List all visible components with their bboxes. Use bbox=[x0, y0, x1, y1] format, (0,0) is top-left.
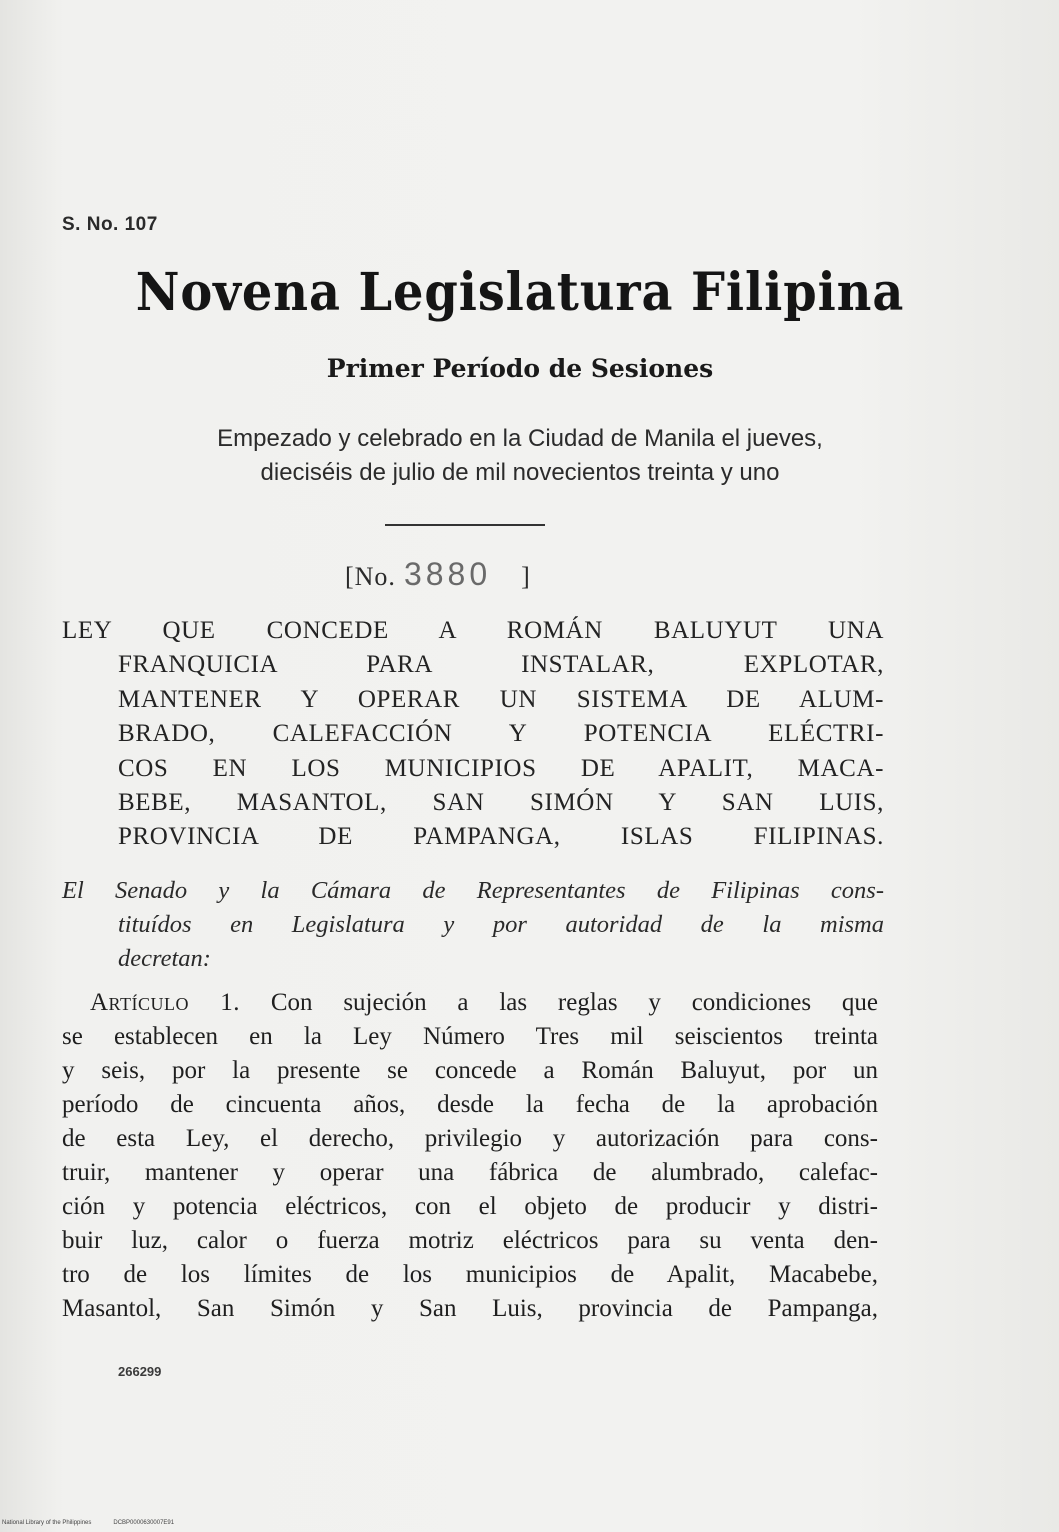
enacting-line: El Senado y la Cámara de Representantes de Filipinas cons- bbox=[62, 877, 884, 904]
intro-line: dieciséis de julio de mil novecientos treinta y uno bbox=[260, 459, 780, 486]
law-title-line: BEBE, MASANTOL, SAN SIMÓN Y SAN LUIS, bbox=[118, 789, 884, 817]
divider-rule bbox=[385, 524, 545, 526]
footer-id: DCBP0000630007E91 bbox=[113, 1520, 175, 1526]
law-title-line: MANTENER Y OPERAR UN SISTEMA DE ALUM- bbox=[118, 685, 884, 713]
enacting-clause bbox=[62, 874, 884, 977]
article-line: y seis, por la presente se concede a Román Baluyut, por un bbox=[62, 1057, 878, 1084]
article-first-text: Con sujeción a las reglas y condiciones que bbox=[270, 989, 879, 1016]
session-subtitle: Primer Período de Sesiones bbox=[326, 354, 714, 383]
legislature-title: Novena Legislatura Filipina bbox=[135, 262, 905, 323]
article-body bbox=[62, 986, 878, 1326]
law-title-line: PROVINCIA DE PAMPANGA, ISLAS FILIPINAS. bbox=[118, 823, 884, 851]
senate-bill-number: S. No. 107 bbox=[62, 214, 158, 235]
law-title-line: LEY QUE CONCEDE A ROMÁN BALUYUT UNA bbox=[62, 617, 884, 644]
act-number-close: ] bbox=[521, 562, 530, 591]
article-line: Masantol, San Simón y San Luis, provincia de Pampanga, bbox=[62, 1295, 878, 1322]
article-line: de esta Ley, el derecho, privilegio y autorización para cons- bbox=[62, 1125, 878, 1152]
act-number-line bbox=[345, 556, 530, 593]
article-first-line bbox=[62, 986, 878, 1020]
article-line: período de cincuenta años, desde la fecha de la aprobación bbox=[62, 1091, 878, 1118]
act-number-label: [No. bbox=[345, 562, 396, 591]
article-line: buir luz, calor o fuerza motriz eléctricos para su venta den- bbox=[62, 1227, 878, 1254]
law-title-line: COS EN LOS MUNICIPIOS DE APALIT, MACA- bbox=[118, 754, 884, 782]
article-label: Artículo 1. bbox=[90, 989, 241, 1016]
intro-line: Empezado y celebrado en la Ciudad de Manila el jueves, bbox=[217, 425, 823, 452]
scan-footer bbox=[2, 1520, 174, 1526]
enacting-line: decretan: bbox=[118, 945, 211, 973]
act-number-value: 3880 bbox=[403, 556, 492, 592]
article-line: tro de los límites de los municipios de Apalit, Macabebe, bbox=[62, 1261, 878, 1288]
article-line: truir, mantener y operar una fábrica de alumbrado, calefac- bbox=[62, 1159, 878, 1186]
page-code: 266299 bbox=[118, 1364, 162, 1379]
article-line: se establecen en la Ley Número Tres mil seiscientos treinta bbox=[62, 1023, 878, 1050]
enacting-line: tituídos en Legislatura y por autoridad de la misma bbox=[118, 911, 884, 939]
law-title-line: FRANQUICIA PARA INSTALAR, EXPLOTAR, bbox=[118, 651, 884, 679]
article-line: ción y potencia eléctricos, con el objeto de producir y distri- bbox=[62, 1193, 878, 1220]
law-title bbox=[62, 614, 884, 855]
law-title-line: BRADO, CALEFACCIÓN Y POTENCIA ELÉCTRI- bbox=[118, 720, 884, 748]
session-intro bbox=[60, 422, 980, 490]
footer-library: National Library of the Philippines bbox=[2, 1520, 92, 1526]
